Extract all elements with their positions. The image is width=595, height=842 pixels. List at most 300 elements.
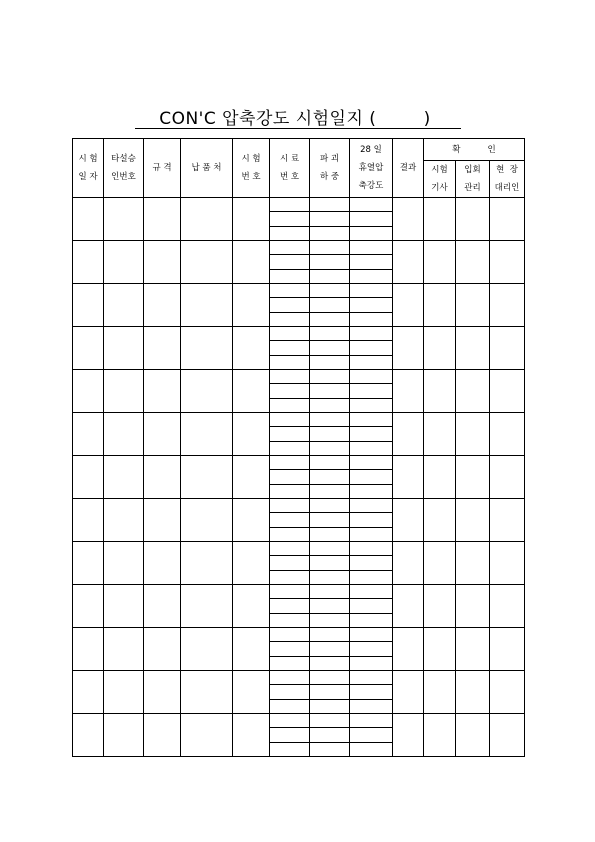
pour-approval-no-cell[interactable]	[104, 370, 144, 413]
confirm-site-agent-cell[interactable]	[490, 370, 525, 413]
specimen-subrow-cell[interactable]	[310, 656, 349, 670]
header-confirm-tester-line2: 기사	[431, 183, 448, 193]
specimen-subrow-cell[interactable]	[350, 555, 392, 569]
table-row	[73, 714, 525, 757]
specimen-subrow-cell[interactable]	[310, 484, 349, 498]
specimen-subrow-cell[interactable]	[350, 297, 392, 311]
supplier-cell[interactable]	[181, 456, 233, 499]
strength-28d-cell[interactable]	[350, 456, 393, 499]
specimen-subrow-cell[interactable]	[350, 327, 392, 340]
specimen-subrow-cell[interactable]	[310, 671, 349, 684]
confirm-site-agent-cell[interactable]	[490, 198, 525, 241]
specimen-subrow-cell[interactable]	[270, 340, 309, 354]
test-no-cell[interactable]	[233, 671, 270, 714]
specimen-subrow-cell[interactable]	[270, 456, 309, 469]
test-log-table	[72, 138, 525, 757]
specimen-no-cell[interactable]	[270, 413, 310, 456]
confirm-tester-cell[interactable]	[424, 198, 456, 241]
break-load-cell[interactable]	[310, 542, 350, 585]
test-date-cell[interactable]	[73, 198, 104, 241]
specimen-subrow-cell[interactable]	[310, 355, 349, 369]
specimen-subrow-cell[interactable]	[270, 628, 309, 641]
supplier-cell[interactable]	[181, 284, 233, 327]
pour-approval-no-cell[interactable]	[104, 671, 144, 714]
specimen-subrow-cell[interactable]	[270, 570, 309, 584]
test-no-cell[interactable]	[233, 714, 270, 757]
supplier-cell[interactable]	[181, 542, 233, 585]
title-underline	[135, 128, 461, 129]
header-confirm-label: 확 인	[452, 144, 496, 155]
specimen-subrow-cell[interactable]	[270, 641, 309, 655]
specimen-subrows	[350, 628, 392, 670]
test-no-cell[interactable]	[233, 413, 270, 456]
specimen-no-cell[interactable]	[270, 284, 310, 327]
specimen-subrow-cell[interactable]	[350, 641, 392, 655]
specimen-subrow-cell[interactable]	[350, 340, 392, 354]
confirm-supervisor-cell[interactable]	[456, 241, 490, 284]
confirm-supervisor-cell[interactable]	[456, 370, 490, 413]
specimen-subrow-cell[interactable]	[350, 585, 392, 598]
result-cell[interactable]	[393, 714, 424, 757]
break-load-cell[interactable]	[310, 370, 350, 413]
strength-28d-cell[interactable]	[350, 327, 393, 370]
confirm-supervisor-cell[interactable]	[456, 542, 490, 585]
specimen-subrow-cell[interactable]	[350, 426, 392, 440]
specimen-subrow-cell[interactable]	[350, 254, 392, 268]
confirm-supervisor-cell[interactable]	[456, 671, 490, 714]
confirm-supervisor-cell[interactable]	[456, 413, 490, 456]
specimen-no-cell[interactable]	[270, 628, 310, 671]
header-pour-approval-no-line1: 타설승	[111, 154, 136, 164]
specimen-subrow-cell[interactable]	[270, 555, 309, 569]
specimen-subrow-cell[interactable]	[350, 269, 392, 283]
supplier-cell[interactable]	[181, 585, 233, 628]
pour-approval-no-cell[interactable]	[104, 413, 144, 456]
specimen-subrow-cell[interactable]	[310, 226, 349, 240]
specimen-subrow-cell[interactable]	[270, 598, 309, 612]
specimen-subrow-cell[interactable]	[270, 684, 309, 698]
pour-approval-no-cell[interactable]	[104, 456, 144, 499]
test-no-cell[interactable]	[233, 241, 270, 284]
specimen-subrow-cell[interactable]	[350, 499, 392, 512]
specimen-subrow-cell[interactable]	[310, 499, 349, 512]
pour-approval-no-cell[interactable]	[104, 499, 144, 542]
test-date-cell[interactable]	[73, 585, 104, 628]
supplier-cell[interactable]	[181, 241, 233, 284]
specimen-subrow-cell[interactable]	[270, 284, 309, 297]
specimen-subrow-cell[interactable]	[270, 671, 309, 684]
header-test-date-line1: 시 험	[78, 154, 98, 164]
test-date-cell[interactable]	[73, 542, 104, 585]
test-no-cell[interactable]	[233, 585, 270, 628]
strength-28d-cell[interactable]	[350, 284, 393, 327]
result-cell[interactable]	[393, 671, 424, 714]
confirm-supervisor-cell[interactable]	[456, 714, 490, 757]
specimen-subrow-cell[interactable]	[270, 241, 309, 254]
specimen-subrow-cell[interactable]	[270, 327, 309, 340]
confirm-tester-cell[interactable]	[424, 327, 456, 370]
strength-28d-cell[interactable]	[350, 628, 393, 671]
pour-approval-no-cell[interactable]	[104, 198, 144, 241]
confirm-tester-cell[interactable]	[424, 370, 456, 413]
spec-cell[interactable]	[144, 456, 181, 499]
test-no-cell[interactable]	[233, 542, 270, 585]
specimen-subrow-cell[interactable]	[350, 542, 392, 555]
confirm-site-agent-cell[interactable]	[490, 671, 525, 714]
header-pour-approval-no-line2: 인번호	[111, 172, 136, 182]
spec-cell[interactable]	[144, 198, 181, 241]
pour-approval-no-cell[interactable]	[104, 542, 144, 585]
specimen-subrow-cell[interactable]	[310, 426, 349, 440]
break-load-cell[interactable]	[310, 714, 350, 757]
break-load-cell[interactable]	[310, 456, 350, 499]
specimen-subrow-cell[interactable]	[350, 628, 392, 641]
specimen-subrow-cell[interactable]	[350, 284, 392, 297]
test-date-cell[interactable]	[73, 499, 104, 542]
confirm-tester-cell[interactable]	[424, 714, 456, 757]
result-cell[interactable]	[393, 585, 424, 628]
spec-cell[interactable]	[144, 241, 181, 284]
break-load-cell[interactable]	[310, 241, 350, 284]
strength-28d-cell[interactable]	[350, 413, 393, 456]
specimen-subrows	[350, 241, 392, 283]
pour-approval-no-cell[interactable]	[104, 628, 144, 671]
supplier-cell[interactable]	[181, 198, 233, 241]
supplier-cell[interactable]	[181, 628, 233, 671]
confirm-site-agent-cell[interactable]	[490, 241, 525, 284]
result-cell[interactable]	[393, 413, 424, 456]
specimen-subrow-cell[interactable]	[310, 269, 349, 283]
result-cell[interactable]	[393, 499, 424, 542]
specimen-subrow-cell[interactable]	[310, 211, 349, 225]
specimen-subrow-cell[interactable]	[310, 327, 349, 340]
specimen-no-cell[interactable]	[270, 585, 310, 628]
result-cell[interactable]	[393, 456, 424, 499]
pour-approval-no-cell[interactable]	[104, 284, 144, 327]
confirm-site-agent-cell[interactable]	[490, 499, 525, 542]
specimen-subrow-cell[interactable]	[350, 211, 392, 225]
strength-28d-cell[interactable]	[350, 671, 393, 714]
specimen-subrow-cell[interactable]	[310, 312, 349, 326]
break-load-cell[interactable]	[310, 585, 350, 628]
strength-28d-cell[interactable]	[350, 370, 393, 413]
specimen-subrow-cell[interactable]	[270, 312, 309, 326]
specimen-subrow-cell[interactable]	[270, 413, 309, 426]
specimen-subrow-cell[interactable]	[270, 699, 309, 713]
confirm-tester-cell[interactable]	[424, 499, 456, 542]
supplier-cell[interactable]	[181, 413, 233, 456]
specimen-subrows	[270, 327, 309, 369]
specimen-subrow-cell[interactable]	[350, 656, 392, 670]
specimen-subrow-cell[interactable]	[310, 598, 349, 612]
supplier-cell[interactable]	[181, 671, 233, 714]
specimen-subrow-cell[interactable]	[310, 527, 349, 541]
test-date-cell[interactable]	[73, 714, 104, 757]
confirm-site-agent-cell[interactable]	[490, 628, 525, 671]
specimen-subrow-cell[interactable]	[350, 570, 392, 584]
confirm-site-agent-cell[interactable]	[490, 284, 525, 327]
specimen-subrow-cell[interactable]	[310, 398, 349, 412]
confirm-supervisor-cell[interactable]	[456, 327, 490, 370]
specimen-subrow-cell[interactable]	[310, 456, 349, 469]
specimen-subrow-cell[interactable]	[350, 413, 392, 426]
specimen-subrows	[270, 628, 309, 670]
confirm-tester-cell[interactable]	[424, 413, 456, 456]
specimen-subrow-cell[interactable]	[270, 714, 309, 727]
pour-approval-no-cell[interactable]	[104, 585, 144, 628]
specimen-subrow-cell[interactable]	[310, 699, 349, 713]
spec-cell[interactable]	[144, 585, 181, 628]
specimen-subrow-cell[interactable]	[310, 714, 349, 727]
result-cell[interactable]	[393, 241, 424, 284]
supplier-cell[interactable]	[181, 327, 233, 370]
specimen-no-cell[interactable]	[270, 241, 310, 284]
spec-cell[interactable]	[144, 628, 181, 671]
confirm-tester-cell[interactable]	[424, 241, 456, 284]
confirm-supervisor-cell[interactable]	[456, 499, 490, 542]
specimen-subrow-cell[interactable]	[350, 312, 392, 326]
test-no-cell[interactable]	[233, 198, 270, 241]
specimen-subrow-cell[interactable]	[310, 684, 349, 698]
specimen-subrow-cell[interactable]	[270, 370, 309, 383]
confirm-site-agent-cell[interactable]	[490, 413, 525, 456]
result-cell[interactable]	[393, 628, 424, 671]
specimen-subrow-cell[interactable]	[270, 469, 309, 483]
specimen-no-cell[interactable]	[270, 499, 310, 542]
result-cell[interactable]	[393, 542, 424, 585]
header-test-date-line2: 일 자	[78, 172, 98, 182]
specimen-subrows	[310, 456, 349, 498]
specimen-subrow-cell[interactable]	[270, 585, 309, 598]
specimen-subrow-cell[interactable]	[350, 727, 392, 741]
specimen-subrow-cell[interactable]	[310, 370, 349, 383]
confirm-site-agent-cell[interactable]	[490, 542, 525, 585]
specimen-subrow-cell[interactable]	[350, 613, 392, 627]
specimen-subrow-cell[interactable]	[310, 585, 349, 598]
supplier-cell[interactable]	[181, 499, 233, 542]
table-row	[73, 671, 525, 714]
specimen-subrow-cell[interactable]	[310, 340, 349, 354]
test-no-cell[interactable]	[233, 370, 270, 413]
strength-28d-cell[interactable]	[350, 714, 393, 757]
specimen-subrow-cell[interactable]	[270, 383, 309, 397]
confirm-tester-cell[interactable]	[424, 456, 456, 499]
test-date-cell[interactable]	[73, 628, 104, 671]
break-load-cell[interactable]	[310, 628, 350, 671]
specimen-subrow-cell[interactable]	[270, 398, 309, 412]
specimen-subrow-cell[interactable]	[270, 527, 309, 541]
spec-cell[interactable]	[144, 284, 181, 327]
confirm-supervisor-cell[interactable]	[456, 198, 490, 241]
specimen-subrow-cell[interactable]	[350, 383, 392, 397]
specimen-subrow-cell[interactable]	[270, 542, 309, 555]
break-load-cell[interactable]	[310, 198, 350, 241]
table-row	[73, 542, 525, 585]
specimen-no-cell[interactable]	[270, 198, 310, 241]
specimen-subrow-cell[interactable]	[270, 727, 309, 741]
specimen-subrow-cell[interactable]	[350, 684, 392, 698]
test-no-cell[interactable]	[233, 327, 270, 370]
test-date-cell[interactable]	[73, 370, 104, 413]
specimen-subrow-cell[interactable]	[310, 641, 349, 655]
specimen-subrow-cell[interactable]	[350, 512, 392, 526]
header-spec	[144, 139, 181, 198]
specimen-subrow-cell[interactable]	[270, 269, 309, 283]
specimen-subrow-cell[interactable]	[270, 613, 309, 627]
specimen-subrow-cell[interactable]	[310, 284, 349, 297]
header-confirm-tester-line1: 시험	[431, 165, 448, 175]
break-load-cell[interactable]	[310, 284, 350, 327]
specimen-subrow-cell[interactable]	[270, 499, 309, 512]
confirm-supervisor-cell[interactable]	[456, 456, 490, 499]
specimen-subrow-cell[interactable]	[270, 297, 309, 311]
confirm-tester-cell[interactable]	[424, 284, 456, 327]
result-cell[interactable]	[393, 370, 424, 413]
specimen-subrow-cell[interactable]	[310, 198, 349, 211]
specimen-no-cell[interactable]	[270, 671, 310, 714]
confirm-supervisor-cell[interactable]	[456, 585, 490, 628]
break-load-cell[interactable]	[310, 671, 350, 714]
specimen-subrows	[350, 284, 392, 326]
specimen-subrow-cell[interactable]	[270, 656, 309, 670]
test-no-cell[interactable]	[233, 499, 270, 542]
supplier-cell[interactable]	[181, 370, 233, 413]
strength-28d-cell[interactable]	[350, 499, 393, 542]
header-confirm-site-agent-line1: 현 장	[496, 165, 518, 175]
specimen-subrow-cell[interactable]	[310, 297, 349, 311]
specimen-subrow-cell[interactable]	[350, 370, 392, 383]
test-date-cell[interactable]	[73, 413, 104, 456]
specimen-subrow-cell[interactable]	[350, 241, 392, 254]
specimen-subrow-cell[interactable]	[350, 527, 392, 541]
break-load-cell[interactable]	[310, 413, 350, 456]
result-cell[interactable]	[393, 198, 424, 241]
spec-cell[interactable]	[144, 370, 181, 413]
specimen-subrow-cell[interactable]	[350, 398, 392, 412]
specimen-subrow-cell[interactable]	[310, 512, 349, 526]
specimen-subrow-cell[interactable]	[310, 570, 349, 584]
specimen-subrow-cell[interactable]	[270, 198, 309, 211]
confirm-tester-cell[interactable]	[424, 585, 456, 628]
strength-28d-cell[interactable]	[350, 198, 393, 241]
break-load-cell[interactable]	[310, 499, 350, 542]
test-no-cell[interactable]	[233, 628, 270, 671]
specimen-no-cell[interactable]	[270, 456, 310, 499]
confirm-site-agent-cell[interactable]	[490, 456, 525, 499]
specimen-subrow-cell[interactable]	[270, 441, 309, 455]
confirm-tester-cell[interactable]	[424, 542, 456, 585]
specimen-subrow-cell[interactable]	[350, 484, 392, 498]
specimen-subrow-cell[interactable]	[310, 241, 349, 254]
specimen-subrow-cell[interactable]	[310, 383, 349, 397]
test-date-cell[interactable]	[73, 284, 104, 327]
specimen-subrow-cell[interactable]	[270, 484, 309, 498]
test-date-cell[interactable]	[73, 241, 104, 284]
specimen-subrow-cell[interactable]	[270, 355, 309, 369]
specimen-subrow-cell[interactable]	[310, 469, 349, 483]
confirm-tester-cell[interactable]	[424, 628, 456, 671]
specimen-subrow-cell[interactable]	[350, 198, 392, 211]
specimen-subrow-cell[interactable]	[270, 254, 309, 268]
specimen-subrow-cell[interactable]	[350, 355, 392, 369]
specimen-subrow-cell[interactable]	[270, 211, 309, 225]
specimen-subrows	[270, 714, 309, 756]
specimen-subrow-cell[interactable]	[310, 413, 349, 426]
specimen-subrow-cell[interactable]	[350, 226, 392, 240]
specimen-subrow-cell[interactable]	[350, 456, 392, 469]
specimen-subrow-cell[interactable]	[350, 671, 392, 684]
specimen-subrow-cell[interactable]	[350, 714, 392, 727]
specimen-no-cell[interactable]	[270, 370, 310, 413]
spec-cell[interactable]	[144, 542, 181, 585]
test-no-cell[interactable]	[233, 456, 270, 499]
specimen-subrow-cell[interactable]	[350, 742, 392, 756]
specimen-subrows	[310, 585, 349, 627]
table-row	[73, 585, 525, 628]
specimen-subrows	[270, 241, 309, 283]
specimen-subrows	[270, 198, 309, 240]
specimen-subrow-cell[interactable]	[270, 742, 309, 756]
specimen-subrow-cell[interactable]	[350, 598, 392, 612]
test-date-cell[interactable]	[73, 456, 104, 499]
specimen-subrow-cell[interactable]	[310, 742, 349, 756]
test-date-cell[interactable]	[73, 327, 104, 370]
specimen-subrow-cell[interactable]	[310, 555, 349, 569]
strength-28d-cell[interactable]	[350, 241, 393, 284]
confirm-site-agent-cell[interactable]	[490, 585, 525, 628]
specimen-subrow-cell[interactable]	[270, 512, 309, 526]
specimen-no-cell[interactable]	[270, 327, 310, 370]
specimen-subrow-cell[interactable]	[350, 699, 392, 713]
result-cell[interactable]	[393, 284, 424, 327]
confirm-site-agent-cell[interactable]	[490, 714, 525, 757]
specimen-no-cell[interactable]	[270, 542, 310, 585]
strength-28d-cell[interactable]	[350, 542, 393, 585]
test-date-cell[interactable]	[73, 671, 104, 714]
specimen-subrow-cell[interactable]	[310, 441, 349, 455]
specimen-subrow-cell[interactable]	[310, 613, 349, 627]
spec-cell[interactable]	[144, 327, 181, 370]
result-cell[interactable]	[393, 327, 424, 370]
specimen-subrow-cell[interactable]	[350, 469, 392, 483]
specimen-subrow-cell[interactable]	[310, 542, 349, 555]
specimen-subrow-cell[interactable]	[270, 226, 309, 240]
pour-approval-no-cell[interactable]	[104, 327, 144, 370]
specimen-subrow-cell[interactable]	[310, 254, 349, 268]
header-strength-28d-line3: 축강도	[358, 181, 384, 191]
break-load-cell[interactable]	[310, 327, 350, 370]
specimen-subrow-cell[interactable]	[350, 441, 392, 455]
specimen-subrow-cell[interactable]	[310, 727, 349, 741]
specimen-no-cell[interactable]	[270, 714, 310, 757]
confirm-supervisor-cell[interactable]	[456, 284, 490, 327]
supplier-cell[interactable]	[181, 714, 233, 757]
specimen-subrows	[270, 499, 309, 541]
confirm-tester-cell[interactable]	[424, 671, 456, 714]
test-no-cell[interactable]	[233, 284, 270, 327]
spec-cell[interactable]	[144, 413, 181, 456]
confirm-site-agent-cell[interactable]	[490, 327, 525, 370]
specimen-subrow-cell[interactable]	[270, 426, 309, 440]
strength-28d-cell[interactable]	[350, 585, 393, 628]
spec-cell[interactable]	[144, 671, 181, 714]
spec-cell[interactable]	[144, 499, 181, 542]
pour-approval-no-cell[interactable]	[104, 241, 144, 284]
confirm-supervisor-cell[interactable]	[456, 628, 490, 671]
pour-approval-no-cell[interactable]	[104, 714, 144, 757]
spec-cell[interactable]	[144, 714, 181, 757]
specimen-subrow-cell[interactable]	[310, 628, 349, 641]
